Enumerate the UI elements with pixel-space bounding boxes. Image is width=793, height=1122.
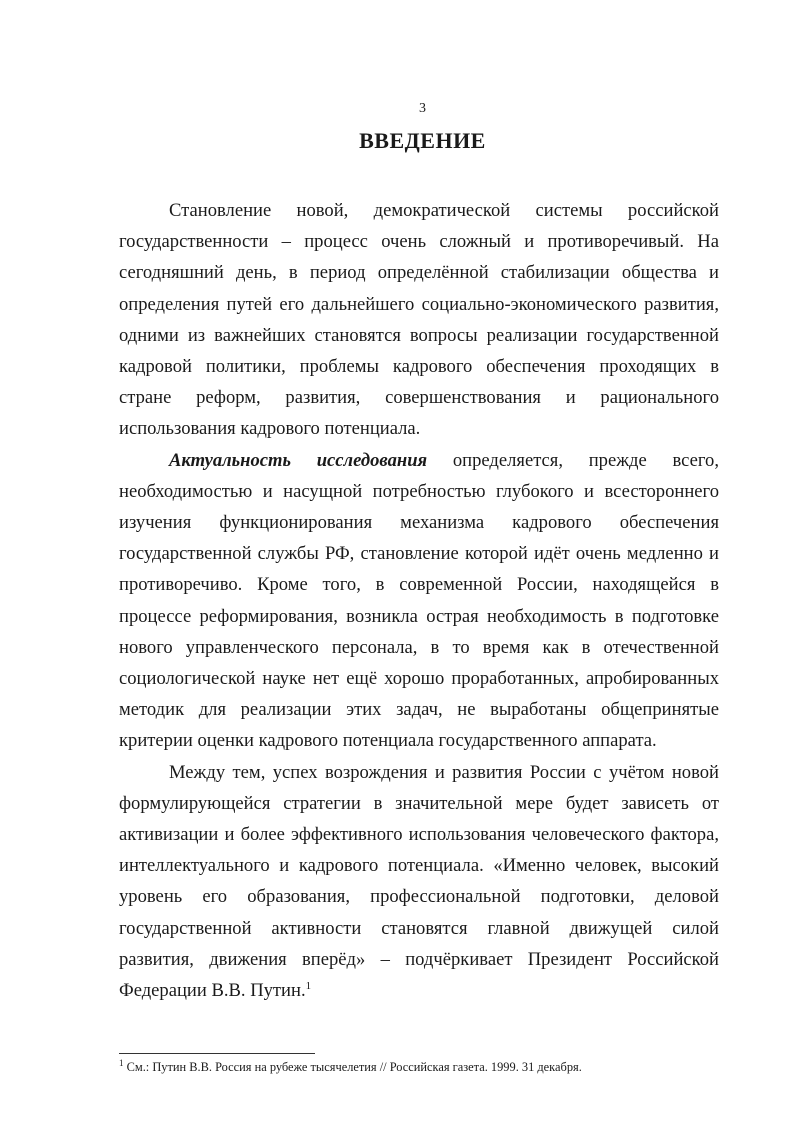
page-title: ВВЕДЕНИЕ — [359, 128, 486, 153]
footnote-divider — [119, 1053, 315, 1054]
footnote-marker: 1 — [119, 1057, 124, 1068]
paragraph-relevance — [119, 445, 719, 757]
document-body — [119, 195, 719, 1006]
footnote-text: См.: Путин В.В. Россия на рубеже тысячелетия // Российская газета. 1999. 31 декабря. — [123, 1060, 582, 1074]
footnote — [119, 1059, 719, 1075]
strategy-text: Между тем, успех возрождения и развития России с учётом новой формулирующейся стратегии в значительной мере будет зависеть от активизации и более эффективного использования человеческого фактора, интеллектуального и кадрового потенциала. «Именно человек, высокий уровень его образования, профессиональной подготовки, деловой государственной активности становятся главной движущей силой развития, движения вперёд» – подчёркивает Президент Российской Федерации В.В. Путин. — [119, 761, 719, 1002]
relevance-text: определяется, прежде всего, необходимостью и насущной потребностью глубокого и всестороннего изучения функционирования механизма кадрового обеспечения государственной службы РФ, становление которой идёт очень медленно и противоречиво. Кроме того, в современной России, находящейся в процессе реформирования, возникла острая необходимость в подготовке нового управленческого персонала, в то время как в отечественной социологической науке нет ещё хорошо проработанных, апробированных методик для реализации этих задач, не выработаны общепринятые критерии оценки кадрового потенциала государственного аппарата. — [119, 449, 719, 752]
relevance-emphasis: Актуальность исследования — [169, 449, 428, 471]
paragraph-intro: Становление новой, демократической системы российской государственности – процесс очень сложный и противоречивый. На сегодняшний день, в период определённой стабилизации общества и определения путей его дальнейшего социально-экономического развития, одними из важнейших становятся вопросы реализации государственной кадровой политики, проблемы кадрового обеспечения проходящих в стране реформ, развития, совершенствования и рационального использования кадрового потенциала. — [119, 200, 719, 440]
footnote-reference[interactable]: 1 — [305, 979, 312, 992]
paragraph-strategy — [119, 757, 719, 1007]
page-number: 3 — [419, 101, 426, 116]
